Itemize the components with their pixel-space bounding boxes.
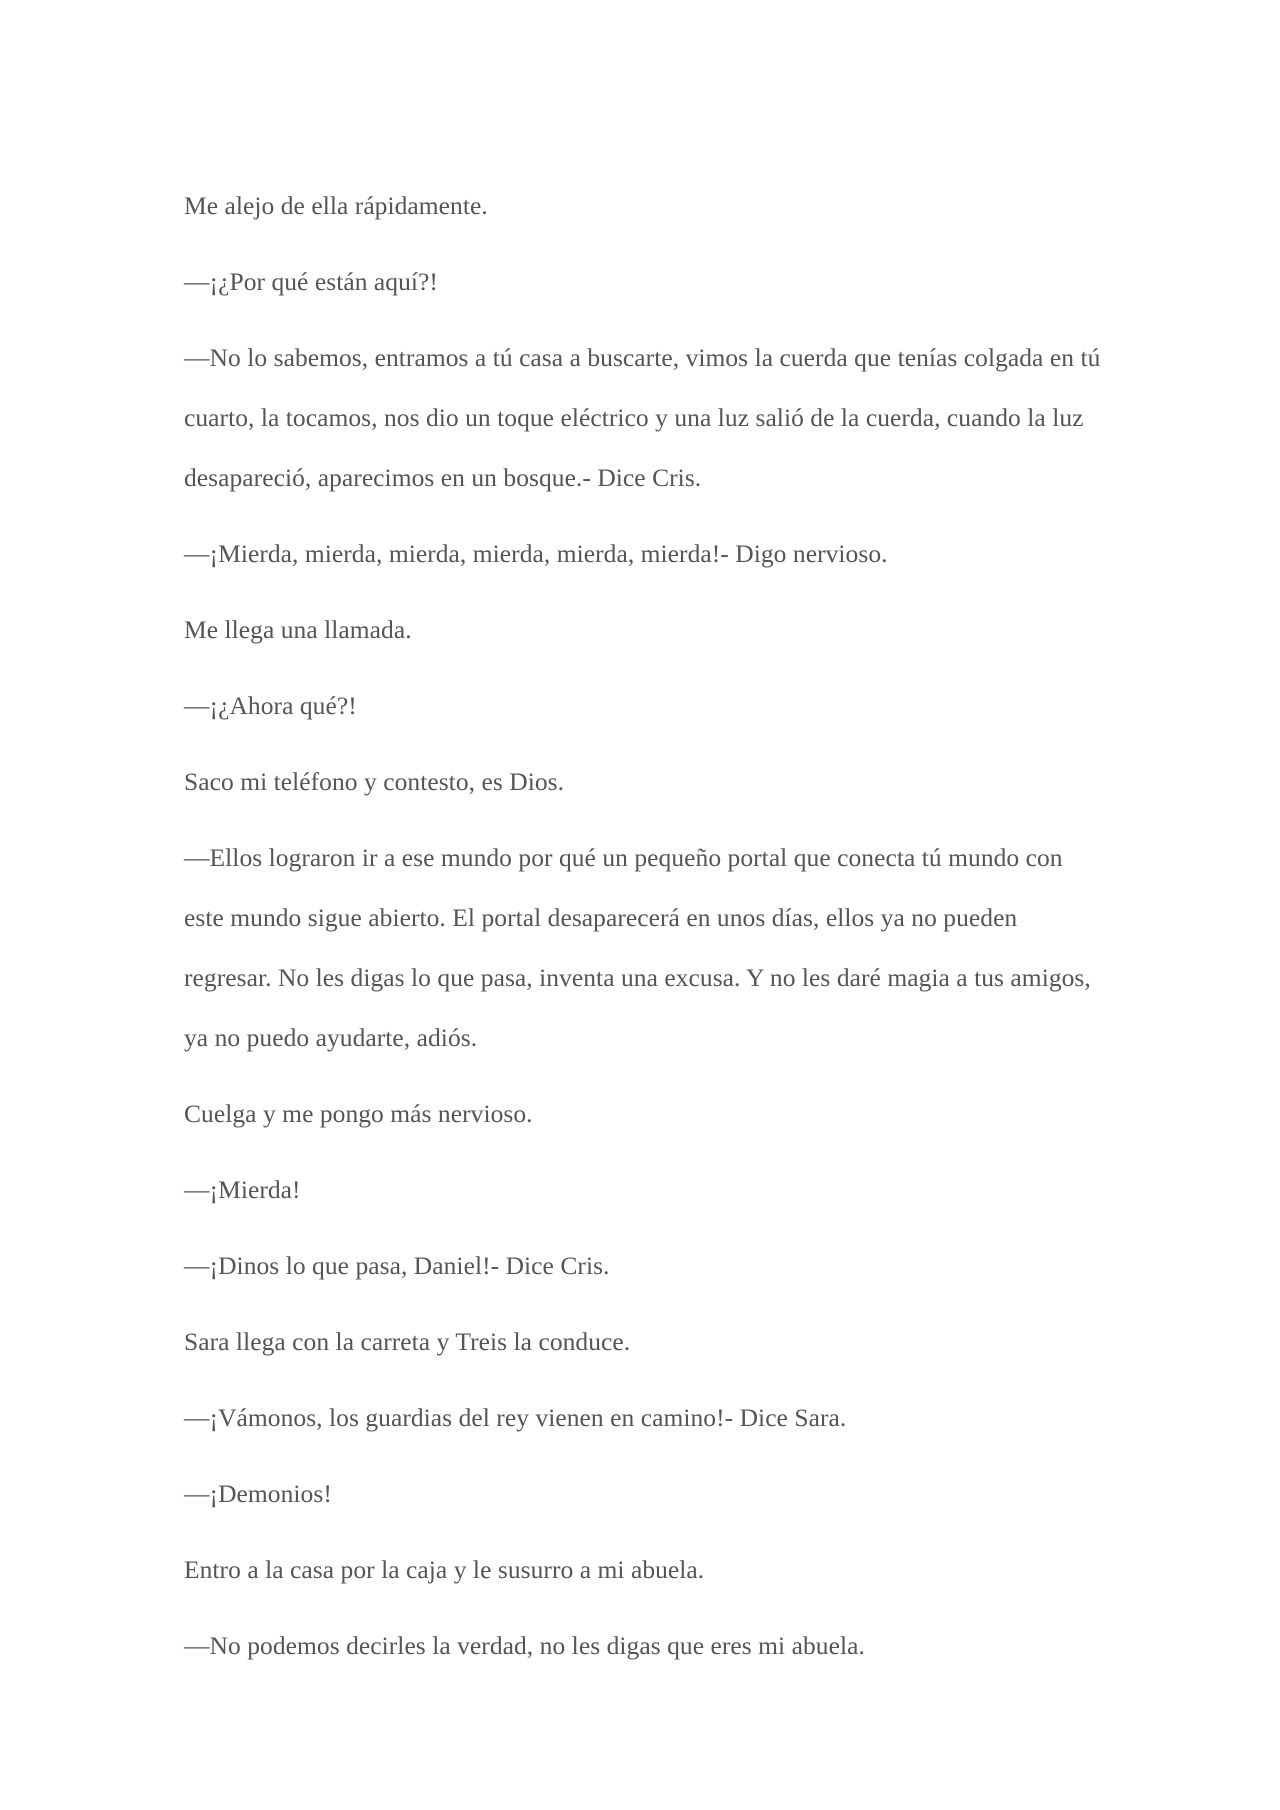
paragraph: Sara llega con la carreta y Treis la conduce. — [184, 1327, 631, 1356]
paragraph: —¡Dinos lo que pasa, Daniel!- Dice Cris. — [184, 1251, 610, 1280]
paragraph: Cuelga y me pongo más nervioso. — [184, 1099, 533, 1128]
paragraph: Saco mi teléfono y contesto, es Dios. — [184, 767, 565, 796]
paragraph: Me alejo de ella rápidamente. — [184, 191, 488, 220]
paragraph: —¡¿Por qué están aquí?! — [184, 267, 438, 296]
paragraph: —¡Mierda, mierda, mierda, mierda, mierda, mierda!- Digo nervioso. — [184, 539, 888, 568]
paragraph: —Ellos lograron ir a ese mundo por qué un pequeño portal que conecta tú mundo con este mundo sigue abierto. El portal desaparecerá en unos días, ellos ya no pueden regresar. No les digas lo que pasa, inventa una excusa. Y no les daré magia a tus amigos, ya no puedo ayudarte, adiós. — [184, 843, 1091, 1052]
paragraph: —¡Mierda! — [184, 1175, 301, 1204]
paragraph: —No lo sabemos, entramos a tú casa a buscarte, vimos la cuerda que tenías colgada en tú cuarto, la tocamos, nos dio un toque eléctrico y una luz salió de la cuerda, cuando la luz desapareció, aparecimos en un bosque.- Dice Cris. — [184, 343, 1101, 492]
paragraph: —¡Demonios! — [184, 1479, 332, 1508]
paragraph: —¡¿Ahora qué?! — [184, 691, 357, 720]
paragraph: Entro a la casa por la caja y le susurro a mi abuela. — [184, 1555, 705, 1584]
document-body — [184, 176, 1104, 1692]
paragraph: Me llega una llamada. — [184, 615, 412, 644]
paragraph: —No podemos decirles la verdad, no les digas que eres mi abuela. — [184, 1631, 865, 1660]
paragraph: —¡Vámonos, los guardias del rey vienen en camino!- Dice Sara. — [184, 1403, 847, 1432]
